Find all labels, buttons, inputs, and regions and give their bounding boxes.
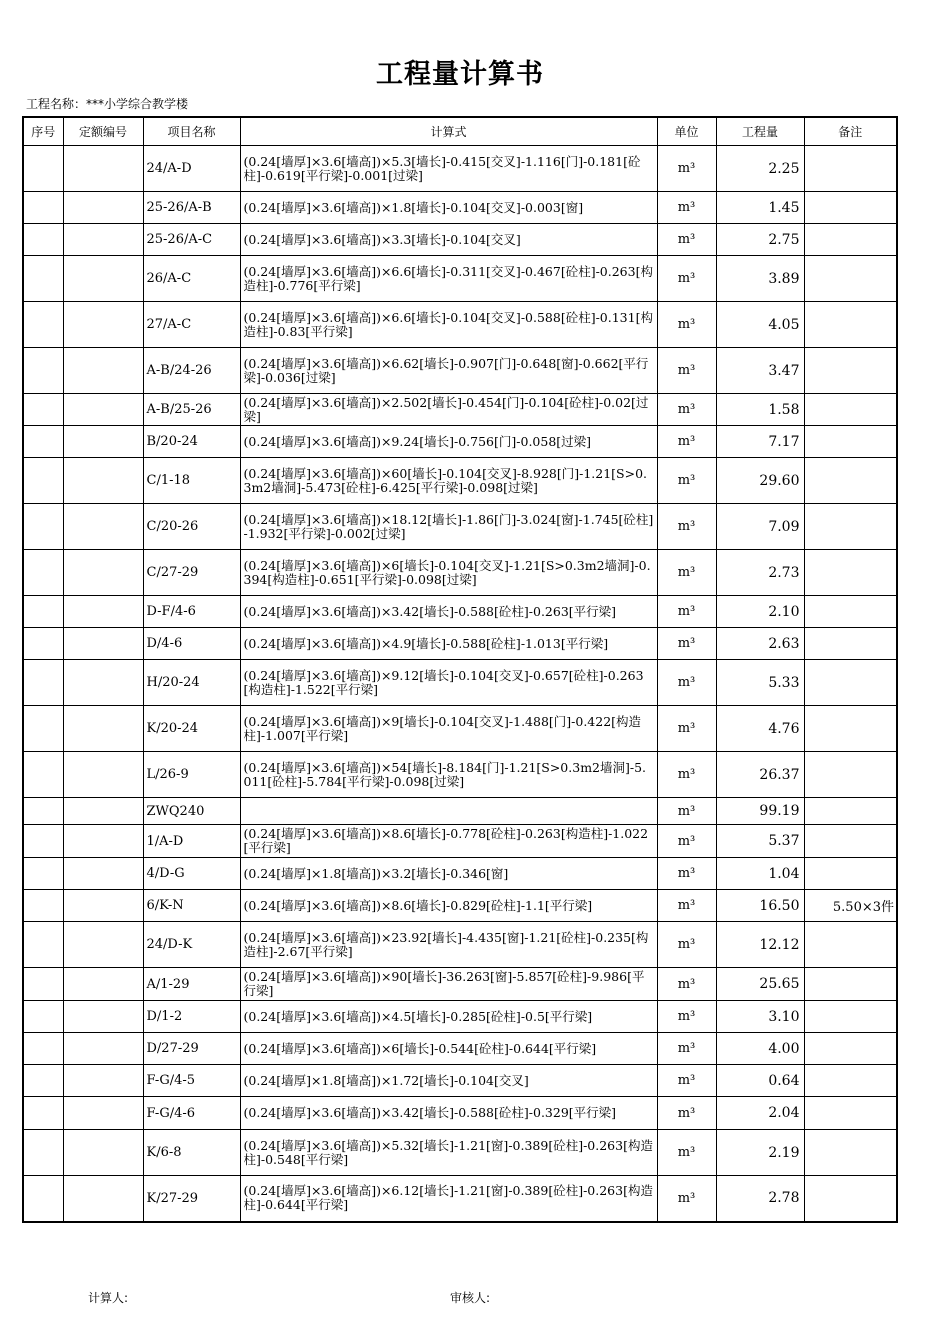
- item-name-cell: 24/D-K: [143, 922, 240, 968]
- quantity-cell: 5.33: [716, 660, 804, 706]
- code-cell: [63, 890, 143, 922]
- code-cell: [63, 302, 143, 348]
- code-cell: [63, 1065, 143, 1097]
- unit-cell: m³: [657, 192, 716, 224]
- table-row: [23, 146, 897, 192]
- table-row: [23, 224, 897, 256]
- code-cell: [63, 394, 143, 426]
- unit-cell: m³: [657, 1130, 716, 1176]
- table-row: [23, 1033, 897, 1065]
- table-row: [23, 798, 897, 825]
- item-name-cell: ZWQ240: [143, 798, 240, 825]
- seq-cell: [23, 256, 63, 302]
- note-cell: [804, 1097, 897, 1130]
- seq-cell: [23, 146, 63, 192]
- formula-cell: (0.24[墙厚]×3.6[墙高])×18.12[墙长]-1.86[门]-3.024[窗]-1.745[砼柱]-1.932[平行梁]-0.002[过梁]: [240, 504, 657, 550]
- code-cell: [63, 798, 143, 825]
- unit-cell: m³: [657, 302, 716, 348]
- seq-cell: [23, 348, 63, 394]
- note-cell: [804, 922, 897, 968]
- code-cell: [63, 1130, 143, 1176]
- item-name-cell: F-G/4-6: [143, 1097, 240, 1130]
- seq-cell: [23, 628, 63, 660]
- seq-cell: [23, 1033, 63, 1065]
- seq-cell: [23, 752, 63, 798]
- seq-cell: [23, 192, 63, 224]
- quantity-cell: 7.17: [716, 426, 804, 458]
- table-row: [23, 858, 897, 890]
- code-cell: [63, 192, 143, 224]
- quantity-cell: 26.37: [716, 752, 804, 798]
- unit-cell: m³: [657, 1176, 716, 1222]
- quantity-cell: 7.09: [716, 504, 804, 550]
- table-row: [23, 426, 897, 458]
- reviewer-label: 审核人:: [450, 1291, 491, 1305]
- unit-cell: m³: [657, 660, 716, 706]
- item-name-cell: H/20-24: [143, 660, 240, 706]
- seq-cell: [23, 858, 63, 890]
- unit-cell: m³: [657, 968, 716, 1001]
- formula-cell: [240, 798, 657, 825]
- item-name-cell: 25-26/A-C: [143, 224, 240, 256]
- table-row: [23, 504, 897, 550]
- table-row: [23, 1176, 897, 1222]
- formula-cell: (0.24[墙厚]×3.6[墙高])×3.3[墙长]-0.104[交叉]: [240, 224, 657, 256]
- quantity-cell: 3.47: [716, 348, 804, 394]
- item-name-cell: D/1-2: [143, 1001, 240, 1033]
- header-unit: 单位: [657, 117, 716, 146]
- item-name-cell: D/4-6: [143, 628, 240, 660]
- unit-cell: m³: [657, 256, 716, 302]
- formula-cell: (0.24[墙厚]×3.6[墙高])×4.5[墙长]-0.285[砼柱]-0.5[平行梁]: [240, 1001, 657, 1033]
- seq-cell: [23, 394, 63, 426]
- table-row: [23, 922, 897, 968]
- header-note: 备注: [804, 117, 897, 146]
- unit-cell: m³: [657, 394, 716, 426]
- formula-cell: (0.24[墙厚]×3.6[墙高])×2.502[墙长]-0.454[门]-0.104[砼柱]-0.02[过梁]: [240, 394, 657, 426]
- unit-cell: m³: [657, 922, 716, 968]
- code-cell: [63, 922, 143, 968]
- seq-cell: [23, 660, 63, 706]
- note-cell: [804, 426, 897, 458]
- formula-cell: (0.24[墙厚]×3.6[墙高])×8.6[墙长]-0.778[砼柱]-0.263[构造柱]-1.022[平行梁]: [240, 825, 657, 858]
- unit-cell: m³: [657, 1065, 716, 1097]
- item-name-cell: 4/D-G: [143, 858, 240, 890]
- code-cell: [63, 858, 143, 890]
- note-cell: [804, 504, 897, 550]
- code-cell: [63, 224, 143, 256]
- unit-cell: m³: [657, 890, 716, 922]
- note-cell: [804, 256, 897, 302]
- quantity-cell: 4.76: [716, 706, 804, 752]
- quantity-cell: 2.78: [716, 1176, 804, 1222]
- header-formula: 计算式: [240, 117, 657, 146]
- table-row: [23, 1097, 897, 1130]
- code-cell: [63, 146, 143, 192]
- seq-cell: [23, 1097, 63, 1130]
- seq-cell: [23, 1065, 63, 1097]
- item-name-cell: K/27-29: [143, 1176, 240, 1222]
- table-row: [23, 192, 897, 224]
- note-cell: [804, 825, 897, 858]
- unit-cell: m³: [657, 596, 716, 628]
- table-row: [23, 1065, 897, 1097]
- unit-cell: m³: [657, 550, 716, 596]
- note-cell: [804, 1001, 897, 1033]
- unit-cell: m³: [657, 348, 716, 394]
- formula-cell: (0.24[墙厚]×3.6[墙高])×60[墙长]-0.104[交叉]-8.928[门]-1.21[S>0.3m2墙洞]-5.473[砼柱]-6.425[平行梁]-0.098[过梁]: [240, 458, 657, 504]
- quantity-cell: 2.04: [716, 1097, 804, 1130]
- quantity-cell: 2.75: [716, 224, 804, 256]
- note-cell: [804, 1033, 897, 1065]
- item-name-cell: A-B/25-26: [143, 394, 240, 426]
- seq-cell: [23, 922, 63, 968]
- code-cell: [63, 628, 143, 660]
- note-cell: [804, 1065, 897, 1097]
- unit-cell: m³: [657, 858, 716, 890]
- seq-cell: [23, 890, 63, 922]
- quantity-cell: 2.73: [716, 550, 804, 596]
- unit-cell: m³: [657, 146, 716, 192]
- table-row: [23, 628, 897, 660]
- note-cell: [804, 1176, 897, 1222]
- note-cell: [804, 458, 897, 504]
- quantity-cell: 29.60: [716, 458, 804, 504]
- note-cell: [804, 798, 897, 825]
- quantity-cell: 4.00: [716, 1033, 804, 1065]
- seq-cell: [23, 1001, 63, 1033]
- formula-cell: (0.24[墙厚]×3.6[墙高])×6[墙长]-0.544[砼柱]-0.644[平行梁]: [240, 1033, 657, 1065]
- code-cell: [63, 706, 143, 752]
- item-name-cell: D-F/4-6: [143, 596, 240, 628]
- table-row: [23, 348, 897, 394]
- unit-cell: m³: [657, 706, 716, 752]
- item-name-cell: C/27-29: [143, 550, 240, 596]
- header-qty: 工程量: [716, 117, 804, 146]
- code-cell: [63, 550, 143, 596]
- unit-cell: m³: [657, 426, 716, 458]
- formula-cell: (0.24[墙厚]×3.6[墙高])×23.92[墙长]-4.435[窗]-1.21[砼柱]-0.235[构造柱]-2.67[平行梁]: [240, 922, 657, 968]
- quantity-cell: 0.64: [716, 1065, 804, 1097]
- item-name-cell: 25-26/A-B: [143, 192, 240, 224]
- item-name-cell: K/20-24: [143, 706, 240, 752]
- quantity-cell: 1.45: [716, 192, 804, 224]
- code-cell: [63, 1001, 143, 1033]
- code-cell: [63, 1176, 143, 1222]
- quantity-cell: 2.25: [716, 146, 804, 192]
- table-row: [23, 890, 897, 922]
- item-name-cell: C/1-18: [143, 458, 240, 504]
- note-cell: [804, 192, 897, 224]
- table-row: [23, 394, 897, 426]
- seq-cell: [23, 504, 63, 550]
- unit-cell: m³: [657, 628, 716, 660]
- formula-cell: (0.24[墙厚]×3.6[墙高])×6.6[墙长]-0.311[交叉]-0.467[砼柱]-0.263[构造柱]-0.776[平行梁]: [240, 256, 657, 302]
- formula-cell: (0.24[墙厚]×3.6[墙高])×8.6[墙长]-0.829[砼柱]-1.1[平行梁]: [240, 890, 657, 922]
- quantity-cell: 2.63: [716, 628, 804, 660]
- note-cell: [804, 628, 897, 660]
- item-name-cell: L/26-9: [143, 752, 240, 798]
- note-cell: [804, 146, 897, 192]
- formula-cell: (0.24[墙厚]×3.6[墙高])×90[墙长]-36.263[窗]-5.857[砼柱]-9.986[平行梁]: [240, 968, 657, 1001]
- item-name-cell: 1/A-D: [143, 825, 240, 858]
- note-cell: [804, 302, 897, 348]
- seq-cell: [23, 825, 63, 858]
- unit-cell: m³: [657, 752, 716, 798]
- table-row: [23, 302, 897, 348]
- unit-cell: m³: [657, 1097, 716, 1130]
- formula-cell: (0.24[墙厚]×3.6[墙高])×6.62[墙长]-0.907[门]-0.648[窗]-0.662[平行梁]-0.036[过梁]: [240, 348, 657, 394]
- formula-cell: (0.24[墙厚]×3.6[墙高])×5.32[墙长]-1.21[窗]-0.389[砼柱]-0.263[构造柱]-0.548[平行梁]: [240, 1130, 657, 1176]
- table-body: [23, 146, 897, 1222]
- table-row: [23, 458, 897, 504]
- header-item: 项目名称: [143, 117, 240, 146]
- seq-cell: [23, 224, 63, 256]
- table-row: [23, 968, 897, 1001]
- item-name-cell: D/27-29: [143, 1033, 240, 1065]
- code-cell: [63, 596, 143, 628]
- header-code: 定额编号: [63, 117, 143, 146]
- seq-cell: [23, 302, 63, 348]
- seq-cell: [23, 706, 63, 752]
- table-row: [23, 706, 897, 752]
- quantity-cell: 16.50: [716, 890, 804, 922]
- table-header-row: [23, 117, 897, 146]
- formula-cell: (0.24[墙厚]×3.6[墙高])×54[墙长]-8.184[门]-1.21[S>0.3m2墙洞]-5.011[砼柱]-5.784[平行梁]-0.098[过梁]: [240, 752, 657, 798]
- quantity-cell: 99.19: [716, 798, 804, 825]
- formula-cell: (0.24[墙厚]×1.8[墙高])×3.2[墙长]-0.346[窗]: [240, 858, 657, 890]
- unit-cell: m³: [657, 1001, 716, 1033]
- item-name-cell: 26/A-C: [143, 256, 240, 302]
- table-row: [23, 1130, 897, 1176]
- formula-cell: (0.24[墙厚]×3.6[墙高])×6.6[墙长]-0.104[交叉]-0.588[砼柱]-0.131[构造柱]-0.83[平行梁]: [240, 302, 657, 348]
- unit-cell: m³: [657, 458, 716, 504]
- note-cell: [804, 1130, 897, 1176]
- item-name-cell: K/6-8: [143, 1130, 240, 1176]
- quantity-cell: 3.89: [716, 256, 804, 302]
- code-cell: [63, 426, 143, 458]
- note-cell: [804, 224, 897, 256]
- code-cell: [63, 348, 143, 394]
- unit-cell: m³: [657, 504, 716, 550]
- note-cell: [804, 394, 897, 426]
- note-cell: [804, 596, 897, 628]
- unit-cell: m³: [657, 798, 716, 825]
- quantity-cell: 25.65: [716, 968, 804, 1001]
- document-title: 工程量计算书: [376, 59, 544, 90]
- formula-cell: (0.24[墙厚]×3.6[墙高])×6[墙长]-0.104[交叉]-1.21[S>0.3m2墙洞]-0.394[构造柱]-0.651[平行梁]-0.098[过梁]: [240, 550, 657, 596]
- table-row: [23, 596, 897, 628]
- formula-cell: (0.24[墙厚]×1.8[墙高])×1.72[墙长]-0.104[交叉]: [240, 1065, 657, 1097]
- item-name-cell: C/20-26: [143, 504, 240, 550]
- code-cell: [63, 752, 143, 798]
- note-cell: [804, 858, 897, 890]
- unit-cell: m³: [657, 825, 716, 858]
- calculator-label: 计算人:: [88, 1291, 129, 1305]
- seq-cell: [23, 968, 63, 1001]
- code-cell: [63, 1033, 143, 1065]
- unit-cell: m³: [657, 224, 716, 256]
- note-cell: [804, 550, 897, 596]
- quantity-cell: 5.37: [716, 825, 804, 858]
- item-name-cell: A-B/24-26: [143, 348, 240, 394]
- code-cell: [63, 504, 143, 550]
- seq-cell: [23, 596, 63, 628]
- table-row: [23, 256, 897, 302]
- note-cell: [804, 968, 897, 1001]
- quantity-table: [22, 116, 898, 1223]
- table-row: [23, 752, 897, 798]
- item-name-cell: 27/A-C: [143, 302, 240, 348]
- formula-cell: (0.24[墙厚]×3.6[墙高])×1.8[墙长]-0.104[交叉]-0.003[窗]: [240, 192, 657, 224]
- seq-cell: [23, 1130, 63, 1176]
- item-name-cell: 6/K-N: [143, 890, 240, 922]
- formula-cell: (0.24[墙厚]×3.6[墙高])×9.12[墙长]-0.104[交叉]-0.657[砼柱]-0.263[构造柱]-1.522[平行梁]: [240, 660, 657, 706]
- code-cell: [63, 660, 143, 706]
- note-cell: [804, 660, 897, 706]
- formula-cell: (0.24[墙厚]×3.6[墙高])×9.24[墙长]-0.756[门]-0.058[过梁]: [240, 426, 657, 458]
- code-cell: [63, 1097, 143, 1130]
- quantity-cell: 3.10: [716, 1001, 804, 1033]
- table-row: [23, 550, 897, 596]
- quantity-cell: 1.04: [716, 858, 804, 890]
- unit-cell: m³: [657, 1033, 716, 1065]
- formula-cell: (0.24[墙厚]×3.6[墙高])×9[墙长]-0.104[交叉]-1.488[门]-0.422[构造柱]-1.007[平行梁]: [240, 706, 657, 752]
- project-name: 工程名称：***小学综合教学楼: [26, 97, 189, 111]
- formula-cell: (0.24[墙厚]×3.6[墙高])×3.42[墙长]-0.588[砼柱]-0.329[平行梁]: [240, 1097, 657, 1130]
- formula-cell: (0.24[墙厚]×3.6[墙高])×3.42[墙长]-0.588[砼柱]-0.263[平行梁]: [240, 596, 657, 628]
- quantity-cell: 2.19: [716, 1130, 804, 1176]
- code-cell: [63, 825, 143, 858]
- code-cell: [63, 458, 143, 504]
- quantity-cell: 2.10: [716, 596, 804, 628]
- item-name-cell: 24/A-D: [143, 146, 240, 192]
- formula-cell: (0.24[墙厚]×3.6[墙高])×6.12[墙长]-1.21[窗]-0.389[砼柱]-0.263[构造柱]-0.644[平行梁]: [240, 1176, 657, 1222]
- header-seq: 序号: [23, 117, 63, 146]
- note-cell: [804, 752, 897, 798]
- seq-cell: [23, 426, 63, 458]
- note-cell: 5.50×3件: [804, 890, 897, 922]
- item-name-cell: F-G/4-5: [143, 1065, 240, 1097]
- quantity-cell: 4.05: [716, 302, 804, 348]
- note-cell: [804, 706, 897, 752]
- seq-cell: [23, 458, 63, 504]
- quantity-cell: 12.12: [716, 922, 804, 968]
- note-cell: [804, 348, 897, 394]
- code-cell: [63, 968, 143, 1001]
- seq-cell: [23, 798, 63, 825]
- item-name-cell: B/20-24: [143, 426, 240, 458]
- formula-cell: (0.24[墙厚]×3.6[墙高])×4.9[墙长]-0.588[砼柱]-1.013[平行梁]: [240, 628, 657, 660]
- table-row: [23, 1001, 897, 1033]
- table-row: [23, 660, 897, 706]
- code-cell: [63, 256, 143, 302]
- formula-cell: (0.24[墙厚]×3.6[墙高])×5.3[墙长]-0.415[交叉]-1.116[门]-0.181[砼柱]-0.619[平行梁]-0.001[过梁]: [240, 146, 657, 192]
- quantity-cell: 1.58: [716, 394, 804, 426]
- item-name-cell: A/1-29: [143, 968, 240, 1001]
- table-row: [23, 825, 897, 858]
- seq-cell: [23, 550, 63, 596]
- seq-cell: [23, 1176, 63, 1222]
